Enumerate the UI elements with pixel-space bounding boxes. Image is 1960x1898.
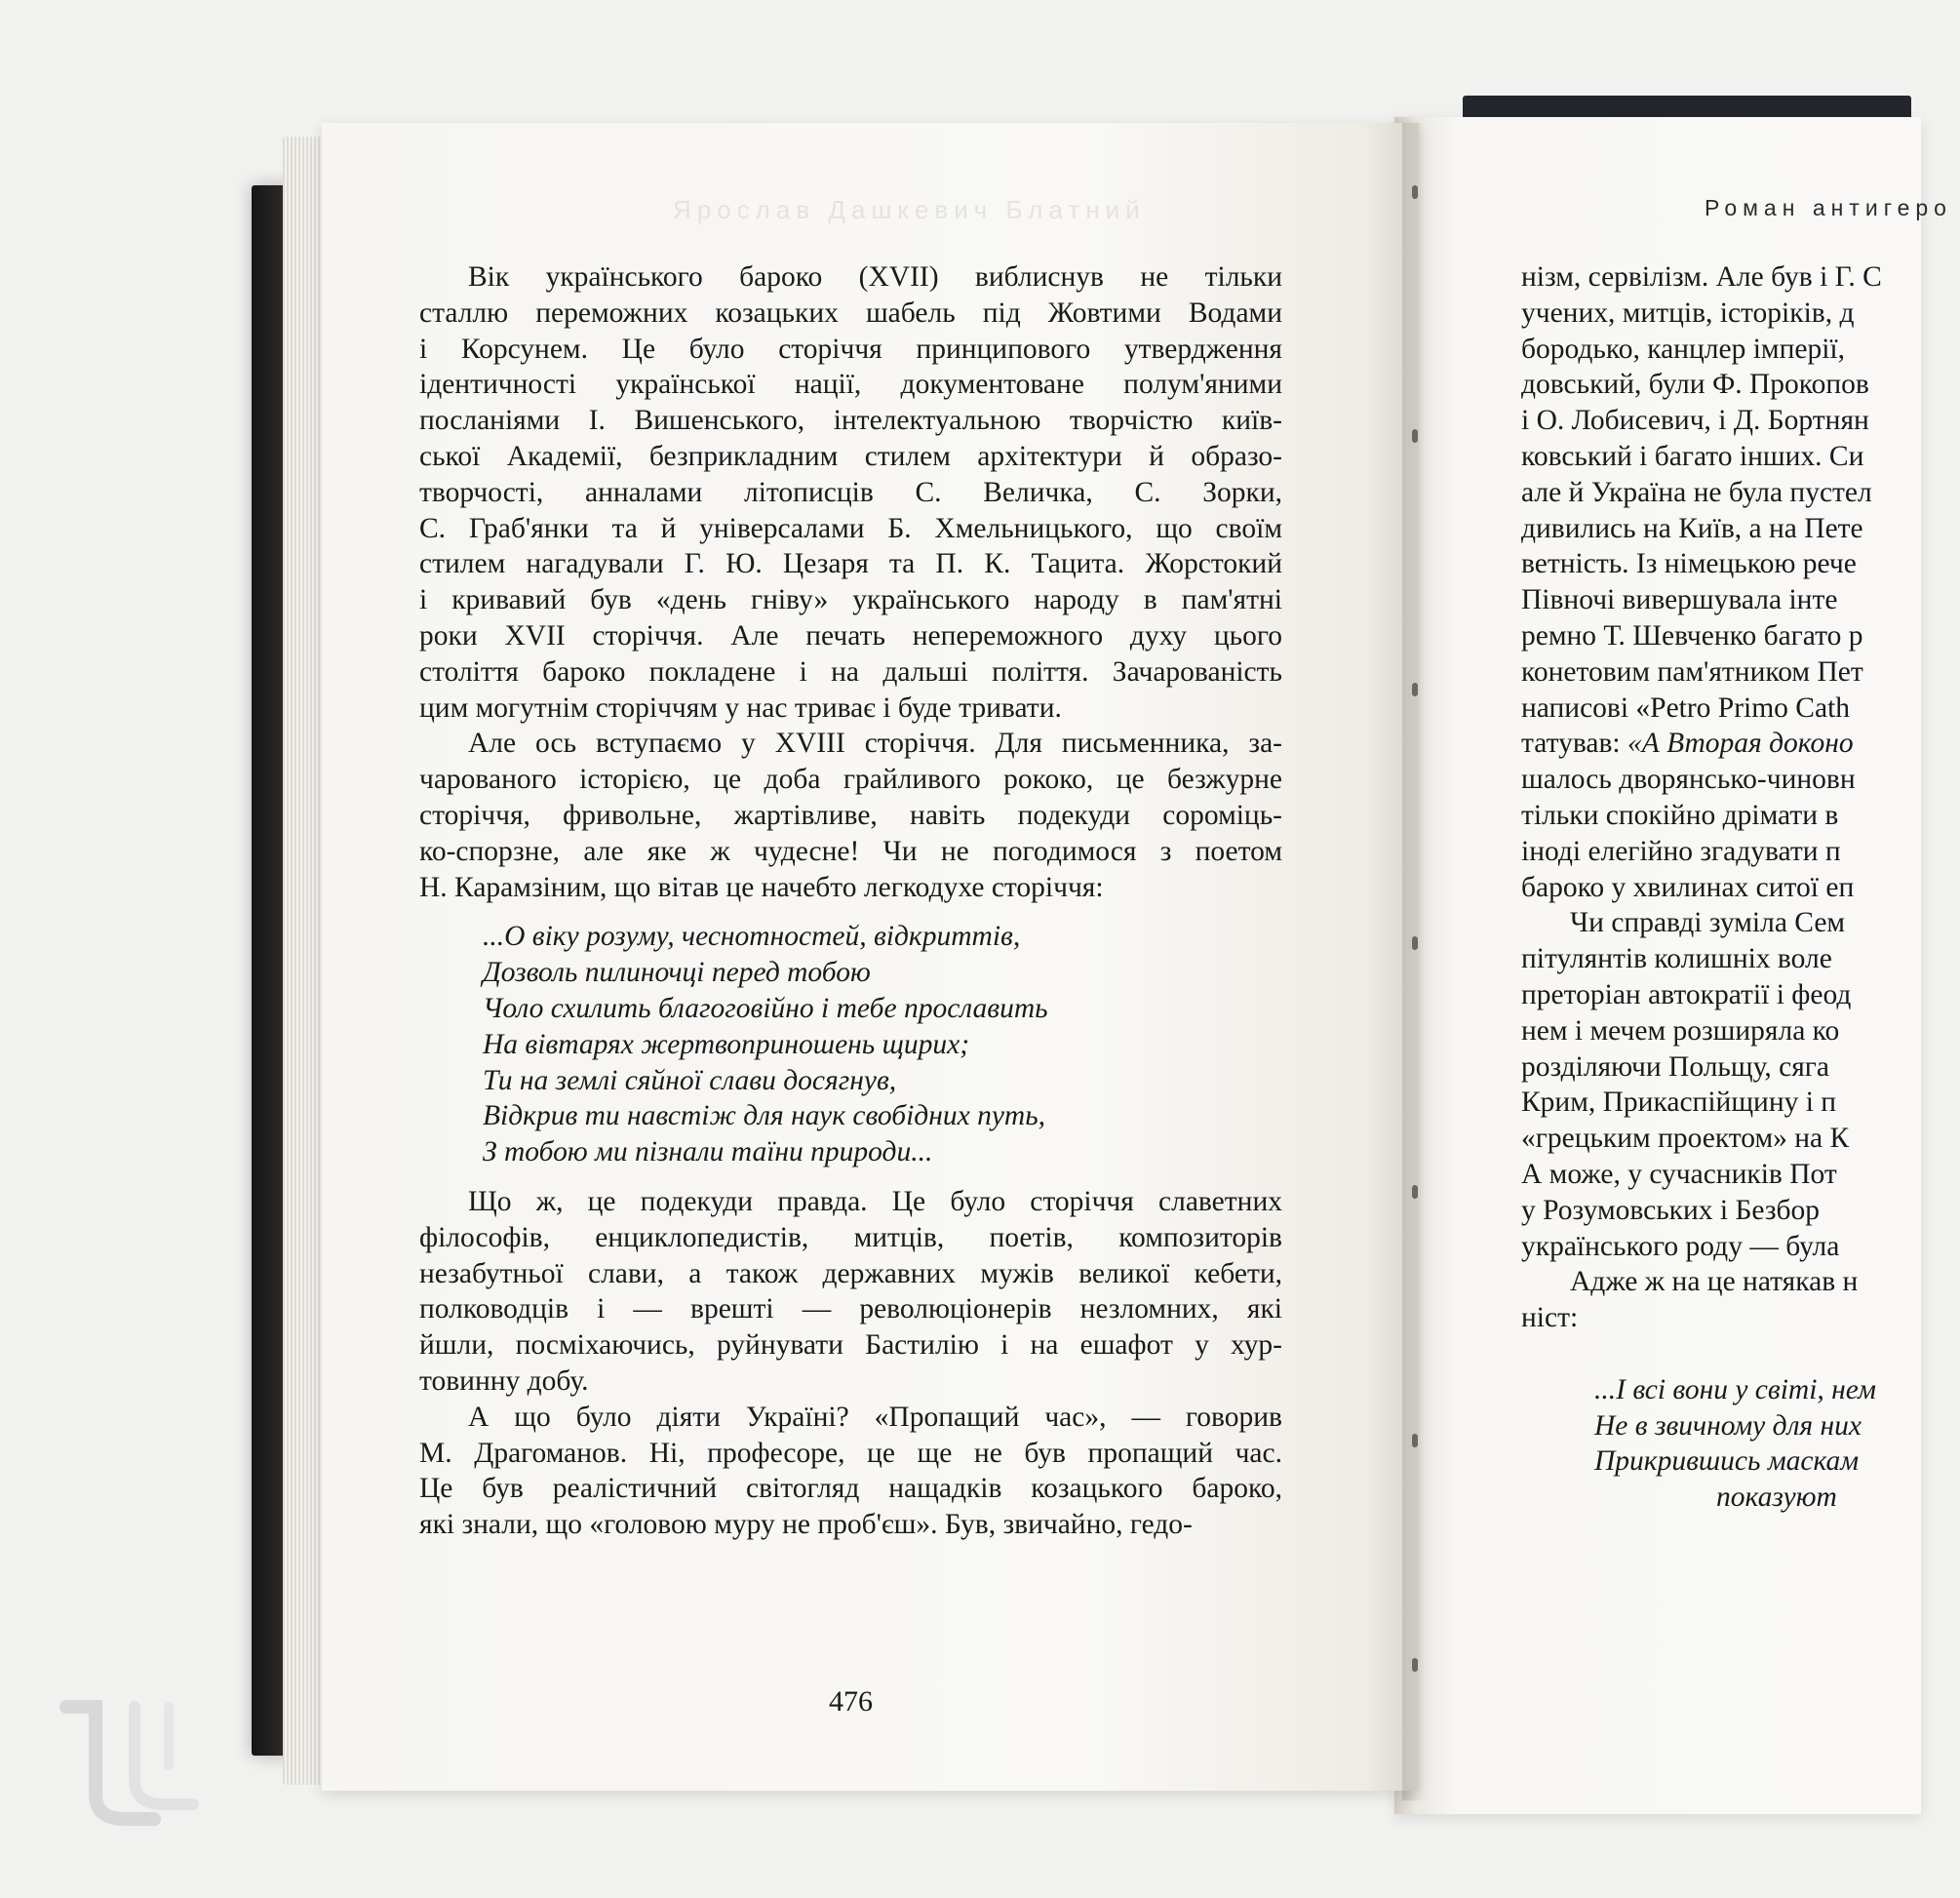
left-page-text <box>419 259 1282 1543</box>
text-line: тільки спокійно дрімати в <box>1521 799 1839 831</box>
text-line: ніст: <box>1521 1302 1579 1334</box>
page-number: 476 <box>829 1685 873 1718</box>
text-line: ковський і багато інших. Си <box>1521 440 1864 472</box>
text-line: нізм, сервілізм. Але був і Г. С <box>1521 261 1882 293</box>
binding-stitch <box>1412 1185 1418 1199</box>
text-line: С. Граб'янки та й універсалами Б. Хмельницького, що своїм <box>419 512 1282 544</box>
text-line: посланіями І. Вишенського, інтелектуальною творчістю київ- <box>419 405 1282 437</box>
text-line: у Розумовських і Безбор <box>1521 1194 1821 1226</box>
text-line: Не в звичному для них <box>1594 1409 1862 1442</box>
text-line: ремно Т. Шевченко багато р <box>1521 619 1863 652</box>
text-line: але й Україна не була пустел <box>1521 476 1872 508</box>
verse-line: Чоло схилить благоговійно і тебе прославить <box>483 992 1048 1024</box>
binding-stitch <box>1412 185 1418 199</box>
right-page-text <box>1521 259 1960 1516</box>
binding-stitch <box>1412 683 1418 696</box>
publisher-logo-watermark <box>57 1687 213 1834</box>
text-line: нем і мечем розширяла ко <box>1521 1014 1840 1047</box>
text-line: конетовим пам'ятником Пет <box>1521 655 1863 688</box>
text-line: Півночі вивершувала інте <box>1521 584 1838 616</box>
binding-stitch <box>1412 1434 1418 1447</box>
text-line: товинну добу. <box>419 1364 589 1397</box>
text-line: і кривавий був «день гніву» українського народу в пам'ятні <box>419 584 1282 616</box>
binding-stitch <box>1412 936 1418 950</box>
text-line: ідентичності української нації, документоване полум'яними <box>419 369 1282 401</box>
right-running-head: Роман антигеро <box>1705 195 1952 220</box>
text-line: Це був реалістичний світогляд нащадків козацького бароко, <box>419 1473 1282 1505</box>
verse-line: Ти на землі сяйної слави досягнув, <box>483 1064 897 1096</box>
text-line: А що було діяти Україні? «Пропащий час», — говорив <box>468 1401 1282 1433</box>
left-running-head: Ярослав Дашкевич Блатний <box>673 195 1146 224</box>
text-line: преторіан автократії і феод <box>1521 978 1852 1010</box>
verse-line: ...О віку розуму, чеснотностей, відкриттів, <box>483 921 1021 953</box>
text-line: Н. Карамзіним, що вітав це начебто легкодухе сторіччя: <box>419 871 1104 903</box>
text-fragment: татував: <box>1521 728 1627 760</box>
text-line: ветність. Із німецькою рече <box>1521 548 1857 580</box>
text-line: учених, митців, історіків, д <box>1521 297 1855 329</box>
text-line: чарованого історією, це доба грайливого рококо, це безжурне <box>419 764 1282 796</box>
binding-stitch <box>1412 429 1418 443</box>
verse-line: Дозволь пилиночці перед тобою <box>483 957 871 989</box>
text-line: розділяючи Польщу, сяга <box>1521 1050 1829 1083</box>
verse-line: На вівтарях жертвоприношень щирих; <box>483 1028 970 1060</box>
italic-fragment: «А Вторая доконо <box>1627 728 1854 760</box>
text-line: філософів, енциклопедистів, митців, поетів, композиторів <box>419 1221 1282 1253</box>
text-line: Але ось вступаємо у XVIII сторіччя. Для письменника, за- <box>468 728 1282 760</box>
text-line: Що ж, це подекуди правда. Це було сторіччя славетних <box>468 1185 1282 1217</box>
verse-line: З тобою ми пізнали таїни природи... <box>483 1136 933 1168</box>
text-line: стилем нагадували Г. Ю. Цезаря та П. К. Тацита. Жорстокий <box>419 548 1282 580</box>
text-line: бароко у хвилинах ситої еп <box>1521 871 1855 903</box>
text-line: Адже ж на це натякав н <box>1570 1266 1859 1298</box>
text-line: пітулянтів колишніх воле <box>1521 943 1832 975</box>
text-line: дивились на Київ, а на Пете <box>1521 512 1863 544</box>
text-line: роки XVII сторіччя. Але печать непереможного духу цього <box>419 619 1282 652</box>
text-line: довський, були Ф. Прокопов <box>1521 369 1869 401</box>
text-line: Крим, Прикаспійщину і п <box>1521 1087 1837 1119</box>
text-line: творчості, анналами літописців С. Величка, С. Зорки, <box>419 476 1282 508</box>
text-line: і О. Лобисевич, і Д. Бортнян <box>1521 405 1869 437</box>
page-edges <box>283 137 322 1785</box>
text-line: Чи справді зуміла Сем <box>1570 907 1846 939</box>
verse-line: Відкрив ти навстіж для наук свобідних путь, <box>483 1100 1046 1132</box>
text-line: українського роду — була <box>1521 1230 1840 1262</box>
text-line: сторіччя, фривольне, жартівливе, навіть подекуди сороміць- <box>419 799 1282 831</box>
text-line <box>1521 1336 1960 1372</box>
text-line: ко-спорзне, але яке ж чудесне! Чи не погодимося з поетом <box>419 835 1282 867</box>
text-line: бородько, канцлер імперії, <box>1521 333 1845 365</box>
text-line: цим могутнім сторіччям у нас триває і буде тривати. <box>419 692 1062 724</box>
text-line: ...І всі вони у світі, нем <box>1594 1373 1876 1405</box>
text-line: які знали, що «головою муру не проб'єш». Був, звичайно, гедо- <box>419 1509 1193 1541</box>
text-line: століття бароко покладене і на дальші поліття. Зачарованість <box>419 655 1282 688</box>
text-line: А може, у сучасників Пот <box>1521 1158 1837 1190</box>
text-line: «грецьким проектом» на К <box>1521 1123 1850 1155</box>
text-line: Прикрившись маскам <box>1594 1445 1860 1478</box>
binding-stitch <box>1412 1658 1418 1672</box>
text-line: йшли, посміхаючись, руйнувати Бастилію і на ешафот у хур- <box>419 1329 1282 1362</box>
text-line: незабутньої слави, а також державних мужів великої кебети, <box>419 1257 1282 1289</box>
text-line: шалось дворянсько-чиновн <box>1521 764 1856 796</box>
text-line: полководців і — врешті — революціонерів незломних, які <box>419 1293 1282 1325</box>
text-line: показуют <box>1716 1482 1837 1514</box>
book-gutter <box>1402 123 1426 1800</box>
text-line: іноді елегійно згадувати п <box>1521 835 1841 867</box>
text-line <box>1521 726 1960 762</box>
text-line: ської Академії, безприкладним стилем архітектури й образо- <box>419 440 1282 472</box>
text-line: написові «Petro Primo Cath <box>1521 692 1851 724</box>
text-line: М. Драгоманов. Ні, професоре, це ще не був пропащий час. <box>419 1437 1282 1469</box>
text-line: і Корсунем. Це було сторіччя принципового утвердження <box>419 333 1282 365</box>
text-line: сталлю переможних козацьких шабель під Жовтими Водами <box>419 297 1282 329</box>
text-line: Вік українського бароко (XVII) виблиснув не тільки <box>468 261 1282 293</box>
